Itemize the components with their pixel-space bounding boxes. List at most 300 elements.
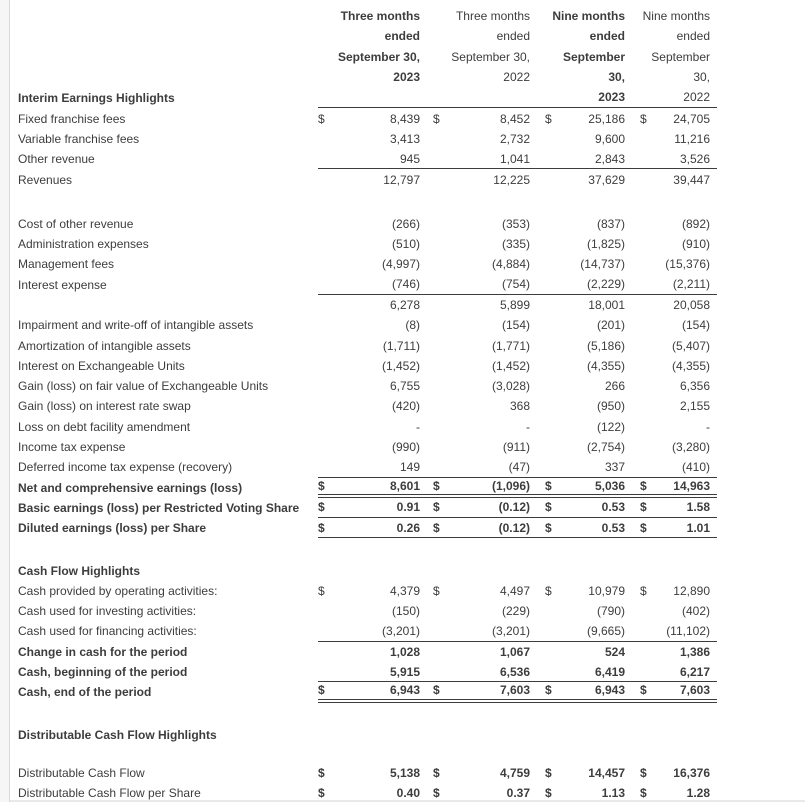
cell-value: 149 <box>399 459 420 474</box>
cell-value: - <box>526 419 530 434</box>
cell-value: 6,943 <box>594 683 625 698</box>
column-header-line: Nine months <box>552 9 625 23</box>
row-values <box>318 621 717 641</box>
cell-value: 0.53 <box>601 520 625 535</box>
cell-value: 6,755 <box>389 379 420 394</box>
cell-value: (3,280) <box>671 440 710 455</box>
value-cell-group <box>530 662 625 681</box>
cell-value: (11,102) <box>666 623 710 638</box>
cell-value: (4,884) <box>491 257 530 272</box>
cell-value: (790) <box>596 604 625 619</box>
cell-value: (911) <box>502 440 530 455</box>
row-label: Revenues <box>18 172 73 187</box>
cell-value: 14,963 <box>673 478 710 493</box>
value-cell-group <box>420 457 530 476</box>
value-cell-group <box>530 129 625 149</box>
value-cell-group <box>625 783 717 802</box>
table-row <box>18 376 788 396</box>
currency-symbol: $ <box>545 478 552 493</box>
currency-symbol: $ <box>318 520 325 535</box>
value-cell-group <box>625 295 717 315</box>
cell-value: (229) <box>501 604 530 619</box>
value-cell-group <box>318 601 420 621</box>
cell-value: (0.12) <box>498 500 530 515</box>
row-values <box>318 763 717 783</box>
table-row <box>18 169 788 189</box>
value-cell-group <box>530 315 625 335</box>
cell-value: (1,825) <box>586 237 625 252</box>
cell-value: 3,413 <box>389 131 420 146</box>
currency-symbol: $ <box>640 683 647 698</box>
table-row <box>18 396 788 416</box>
cell-value: 5,915 <box>389 664 420 679</box>
cell-value: (1,096) <box>491 478 530 493</box>
row-values <box>318 149 717 169</box>
left-gutter <box>0 0 10 802</box>
column-header-line: September 30, <box>337 49 420 64</box>
cell-value: 524 <box>604 644 625 659</box>
row-label: Fixed franchise fees <box>18 111 126 126</box>
cell-value: (420) <box>391 399 420 414</box>
value-cell-group <box>625 518 717 537</box>
cell-value: 1.01 <box>686 520 710 535</box>
column-header-line: 2023 <box>598 90 625 105</box>
cell-value: 6,278 <box>389 298 420 312</box>
value-cell-group <box>530 149 625 168</box>
cell-value: (5,407) <box>671 338 710 353</box>
row-label: Interest expense <box>18 277 107 292</box>
value-cell-group <box>530 108 625 128</box>
currency-symbol: $ <box>640 111 647 126</box>
value-cell-group <box>318 275 420 294</box>
value-cell-group <box>420 129 530 149</box>
value-cell-group <box>420 662 530 681</box>
value-cell-group <box>530 621 625 640</box>
cell-value: (510) <box>391 237 420 252</box>
value-cell-group <box>625 498 717 517</box>
table-row <box>18 254 788 274</box>
currency-symbol: $ <box>318 786 325 801</box>
cell-value: 18,001 <box>588 298 625 312</box>
row-label: Income tax expense <box>18 440 126 455</box>
value-cell-group <box>625 682 717 698</box>
value-cell-group <box>625 108 717 128</box>
cell-value: (9,665) <box>586 623 625 638</box>
cell-value: 6,419 <box>594 664 625 679</box>
value-cell-group <box>420 214 530 234</box>
value-cell-group <box>318 783 420 802</box>
currency-symbol: $ <box>640 520 647 535</box>
currency-symbol: $ <box>433 520 440 535</box>
cell-value: (3,201) <box>491 623 530 638</box>
row-values <box>318 478 717 498</box>
column-header-line: Three months <box>340 9 420 23</box>
cell-value: (1,452) <box>381 358 420 373</box>
currency-symbol: $ <box>318 111 325 126</box>
value-cell-group <box>318 356 420 376</box>
value-cell-group <box>420 642 530 662</box>
cell-value: (402) <box>681 604 710 619</box>
value-cell-group <box>318 457 420 476</box>
cell-value: 25,186 <box>588 111 625 126</box>
row-label: Other revenue <box>18 152 95 167</box>
cell-value: 337 <box>604 459 625 474</box>
currency-symbol: $ <box>433 478 440 493</box>
value-cell-group <box>530 234 625 254</box>
table-row <box>18 214 788 234</box>
table-row <box>18 356 788 376</box>
row-label: Interest on Exchangeable Units <box>18 358 185 373</box>
value-cell-group <box>530 682 625 698</box>
table-row <box>18 149 788 169</box>
value-cell-group <box>318 417 420 437</box>
row-label: Deferred income tax expense (recovery) <box>18 460 233 475</box>
cell-value: 12,890 <box>673 583 710 598</box>
value-cell-group <box>625 129 717 149</box>
value-cell-group <box>420 169 530 189</box>
cell-value: 1,041 <box>499 151 530 166</box>
value-cell-group <box>625 581 717 601</box>
column-header-line: September 30, <box>562 49 625 84</box>
value-cell-group <box>318 149 420 168</box>
spacer-row <box>18 703 788 725</box>
currency-symbol: $ <box>318 478 325 493</box>
value-cell-group <box>625 335 717 355</box>
table-row <box>18 478 788 498</box>
row-values <box>318 376 717 396</box>
value-cell-group <box>420 621 530 640</box>
row-values <box>318 254 717 274</box>
value-cell-group <box>625 169 717 189</box>
cell-value: (837) <box>596 216 625 231</box>
row-label: Gain (loss) on interest rate swap <box>18 399 191 414</box>
row-values <box>318 214 717 234</box>
cell-value: 1.13 <box>601 786 625 801</box>
column-header <box>625 6 717 107</box>
column-header-line: 2022 <box>503 69 530 84</box>
value-cell-group <box>318 581 420 601</box>
cell-value: 266 <box>604 379 625 394</box>
value-cell-group <box>530 498 625 517</box>
row-values <box>318 129 717 149</box>
row-values <box>318 783 717 802</box>
currency-symbol: $ <box>433 786 440 801</box>
row-values <box>318 662 717 682</box>
cell-value: 1,386 <box>679 644 710 659</box>
cell-value: 0.37 <box>506 786 530 801</box>
value-cell-group <box>625 437 717 457</box>
section-header-row <box>18 725 788 745</box>
section-title: Cash Flow Highlights <box>18 563 140 578</box>
cell-value: 6,943 <box>389 683 420 698</box>
row-label: Cash, end of the period <box>18 685 152 700</box>
table-row <box>18 498 788 518</box>
value-cell-group <box>420 108 530 128</box>
row-values <box>318 295 717 315</box>
currency-symbol: $ <box>640 478 647 493</box>
row-values <box>318 682 717 702</box>
financial-statement <box>18 6 788 802</box>
table-header-row <box>18 6 788 108</box>
section-header-row <box>18 560 788 580</box>
row-label: Cash used for investing activities: <box>18 604 197 619</box>
cell-value: 8,601 <box>389 478 420 493</box>
currency-symbol: $ <box>545 500 552 515</box>
row-label: Distributable Cash Flow per Share <box>18 786 201 801</box>
cell-value: (4,355) <box>586 358 625 373</box>
row-values <box>318 356 717 376</box>
header-columns <box>318 6 717 108</box>
row-label: Net and comprehensive earnings (loss) <box>18 480 243 495</box>
value-cell-group <box>625 396 717 416</box>
cell-value: 5,138 <box>389 765 420 780</box>
value-cell-group <box>530 169 625 189</box>
cell-value: - <box>706 419 710 434</box>
column-header-line: 2022 <box>683 90 710 105</box>
cell-value: 2,155 <box>679 399 710 414</box>
row-label: Change in cash for the period <box>18 644 188 659</box>
cell-value: 14,457 <box>588 765 625 780</box>
table-row <box>18 234 788 254</box>
row-values <box>318 601 717 621</box>
value-cell-group <box>625 315 717 335</box>
value-cell-group <box>318 169 420 189</box>
cell-value: 24,705 <box>673 111 710 126</box>
value-cell-group <box>530 783 625 802</box>
row-values <box>318 498 717 518</box>
value-cell-group <box>420 295 530 315</box>
cell-value: 37,629 <box>588 172 625 187</box>
value-cell-group <box>625 621 717 640</box>
value-cell-group <box>625 662 717 681</box>
value-cell-group <box>420 234 530 254</box>
table-row <box>18 129 788 149</box>
value-cell-group <box>530 601 625 621</box>
cell-value: 3,526 <box>679 151 710 166</box>
row-values <box>318 275 717 295</box>
value-cell-group <box>420 518 530 537</box>
table-row <box>18 581 788 601</box>
value-cell-group <box>420 437 530 457</box>
value-cell-group <box>625 234 717 254</box>
value-cell-group <box>530 295 625 315</box>
value-cell-group <box>530 581 625 601</box>
cell-value: 0.91 <box>396 500 420 515</box>
cell-value: 6,356 <box>679 379 710 394</box>
cell-value: (1,452) <box>491 358 530 373</box>
cell-value: 4,379 <box>389 583 420 598</box>
cell-value: 11,216 <box>674 131 710 146</box>
value-cell-group <box>625 457 717 476</box>
cell-value: (150) <box>391 604 420 619</box>
value-cell-group <box>530 396 625 416</box>
value-cell-group <box>420 396 530 416</box>
cell-value: (5,186) <box>586 338 625 353</box>
value-cell-group <box>420 581 530 601</box>
cell-value: 8,452 <box>499 111 530 126</box>
value-cell-group <box>530 275 625 294</box>
value-cell-group <box>625 601 717 621</box>
currency-symbol: $ <box>433 500 440 515</box>
row-label: Management fees <box>18 257 115 272</box>
column-header-line: ended <box>589 29 625 44</box>
cell-value: (754) <box>501 277 530 292</box>
cell-value: 7,603 <box>499 683 530 698</box>
column-header <box>420 6 530 107</box>
value-cell-group <box>625 376 717 396</box>
row-label: Loss on debt facility amendment <box>18 419 191 434</box>
cell-value: (122) <box>596 419 625 434</box>
currency-symbol: $ <box>545 520 552 535</box>
row-label: Cash provided by operating activities: <box>18 583 218 598</box>
cell-value: (335) <box>501 237 530 252</box>
cell-value: (47) <box>508 459 530 474</box>
cell-value: 8,439 <box>389 111 420 126</box>
row-label: Cash, beginning of the period <box>18 665 188 680</box>
cell-value: 2,843 <box>594 151 625 166</box>
cell-value: 0.40 <box>396 786 420 801</box>
row-values <box>318 457 717 477</box>
cell-value: (950) <box>596 399 625 414</box>
value-cell-group <box>318 108 420 128</box>
cell-value: 6,536 <box>499 664 530 679</box>
table-row <box>18 783 788 802</box>
cell-value: (15,376) <box>665 257 710 272</box>
row-label: Administration expenses <box>18 237 149 252</box>
value-cell-group <box>625 356 717 376</box>
cell-value: 368 <box>509 399 530 414</box>
cell-value: (746) <box>391 277 420 292</box>
table-row <box>18 108 788 128</box>
cell-value: 2,732 <box>499 131 530 146</box>
value-cell-group <box>530 518 625 537</box>
column-header <box>530 6 625 107</box>
currency-symbol: $ <box>545 111 552 126</box>
cell-value: (4,355) <box>671 358 710 373</box>
currency-symbol: $ <box>318 765 325 780</box>
value-cell-group <box>318 763 420 783</box>
currency-symbol: $ <box>545 786 552 801</box>
row-label: Cash used for financing activities: <box>18 624 197 639</box>
cell-value: (8) <box>405 318 420 333</box>
cell-value: (154) <box>501 318 530 333</box>
value-cell-group <box>625 478 717 494</box>
column-header-line: Nine months <box>642 9 710 23</box>
cell-value: 16,376 <box>673 765 710 780</box>
table-row <box>18 621 788 641</box>
value-cell-group <box>420 601 530 621</box>
cell-value: (154) <box>681 318 710 333</box>
cell-value: (14,737) <box>580 257 625 272</box>
table-row <box>18 417 788 437</box>
value-cell-group <box>530 763 625 783</box>
value-cell-group <box>318 662 420 681</box>
cell-value: 12,225 <box>493 172 530 187</box>
row-values <box>318 315 717 335</box>
cell-value: (201) <box>596 318 625 333</box>
cell-value: 9,600 <box>594 131 625 146</box>
value-cell-group <box>625 149 717 168</box>
cell-value: 4,497 <box>499 583 530 598</box>
value-cell-group <box>318 498 420 517</box>
value-cell-group <box>530 417 625 437</box>
column-header-line: Three months <box>455 9 530 23</box>
value-cell-group <box>318 315 420 335</box>
value-cell-group <box>318 682 420 698</box>
value-cell-group <box>318 335 420 355</box>
cell-value: (2,229) <box>586 277 625 292</box>
value-cell-group <box>318 254 420 274</box>
cell-value: 0.53 <box>601 500 625 515</box>
cell-value: 20,058 <box>673 298 710 312</box>
row-values <box>318 234 717 254</box>
value-cell-group <box>420 376 530 396</box>
currency-symbol: $ <box>433 583 440 598</box>
column-header-line: ended <box>676 29 710 44</box>
cell-value: 10,979 <box>588 583 625 598</box>
currency-symbol: $ <box>640 765 647 780</box>
currency-symbol: $ <box>318 583 325 598</box>
row-values <box>318 396 717 416</box>
value-cell-group <box>625 214 717 234</box>
row-values <box>318 335 717 355</box>
currency-symbol: $ <box>545 765 552 780</box>
row-values <box>318 518 717 538</box>
cell-value: (3,028) <box>491 379 530 394</box>
cell-value: (2,211) <box>672 277 710 292</box>
row-label: Cost of other revenue <box>18 216 134 231</box>
table-row <box>18 457 788 477</box>
currency-symbol: $ <box>318 683 325 698</box>
cell-value: (1,711) <box>382 338 420 353</box>
column-header-line: 2023 <box>393 69 420 84</box>
currency-symbol: $ <box>640 500 647 515</box>
cell-value: 7,603 <box>679 683 710 698</box>
spacer-row <box>18 538 788 560</box>
cell-value: (0.12) <box>498 520 530 535</box>
currency-symbol: $ <box>545 583 552 598</box>
cell-value: 5,036 <box>594 478 625 493</box>
cell-value: 945 <box>399 151 420 166</box>
value-cell-group <box>420 335 530 355</box>
value-cell-group <box>420 254 530 274</box>
value-cell-group <box>420 149 530 168</box>
value-cell-group <box>530 214 625 234</box>
section-title: Distributable Cash Flow Highlights <box>18 727 217 742</box>
row-label <box>18 295 318 315</box>
row-values <box>318 437 717 457</box>
currency-symbol: $ <box>433 111 440 126</box>
cell-value: 1.58 <box>686 500 710 515</box>
value-cell-group <box>318 478 420 494</box>
value-cell-group <box>318 129 420 149</box>
table-row <box>18 335 788 355</box>
table-row <box>18 763 788 783</box>
value-cell-group <box>420 783 530 802</box>
cell-value: 1,028 <box>389 644 420 659</box>
cell-value: - <box>416 419 420 434</box>
table-row <box>18 437 788 457</box>
value-cell-group <box>420 275 530 294</box>
value-cell-group <box>318 295 420 315</box>
column-header-line: ended <box>384 29 420 44</box>
row-label: Amortization of intangible assets <box>18 338 191 353</box>
currency-symbol: $ <box>318 500 325 515</box>
value-cell-group <box>318 214 420 234</box>
value-cell-group <box>318 518 420 537</box>
cell-value: (2,754) <box>586 440 625 455</box>
cell-value: (3,201) <box>381 623 420 638</box>
